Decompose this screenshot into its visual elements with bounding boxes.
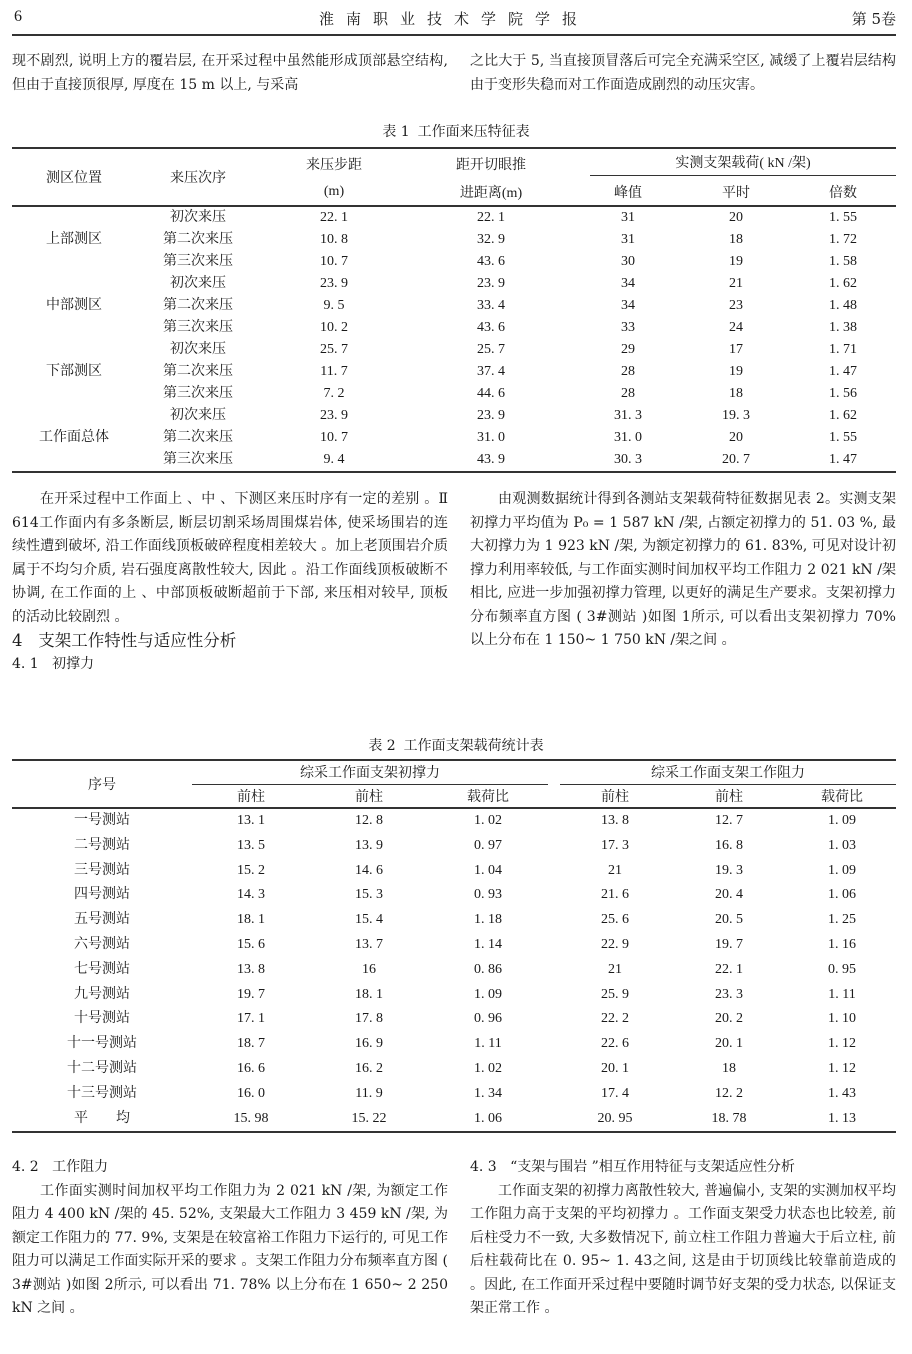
t2-cell-value: 20. 1	[601, 1060, 629, 1076]
t2-cell-value: 19. 7	[237, 986, 265, 1002]
t2-cell-value: 1. 04	[474, 862, 502, 878]
t1-cell-step: 9. 4	[260, 449, 408, 472]
t2-cell-value: 0. 93	[474, 887, 502, 903]
t1-cell-normal: 21	[729, 276, 743, 291]
section-4-3-number: 4. 3	[470, 1159, 497, 1175]
t2-row	[12, 983, 896, 1008]
t2-row	[12, 908, 896, 933]
t2-cell-value: 20. 2	[715, 1011, 743, 1027]
t2-cell-gap	[548, 1082, 560, 1107]
t2-cell-value: 14. 6	[355, 862, 383, 878]
t2-cell-value: 1. 13	[788, 1107, 896, 1133]
t2-header-group-initial	[192, 760, 548, 785]
bottom-right-column	[470, 1156, 896, 1321]
t1-row	[12, 383, 896, 405]
t1-cell-normal: 18	[729, 232, 743, 247]
t2-cell-value: 25. 6	[601, 912, 629, 928]
t2-cell-value: 0. 97	[474, 837, 502, 853]
t2-header-sub: 前柱	[560, 785, 670, 808]
t1-cell-dist: 31. 0	[477, 430, 505, 445]
journal-title: 淮南职业技术学院学报	[318, 10, 589, 28]
t2-cell-value: 15. 6	[237, 936, 265, 952]
t1-cell-normal: 19	[729, 364, 743, 379]
t1-cell-sequence: 第三次来压	[136, 449, 260, 472]
t1-cell-peak: 31. 3	[614, 408, 642, 423]
t2-row	[12, 958, 896, 983]
section-4-3-title: “支架与围岩 ”相互作用特征与支架适应性分析	[510, 1159, 795, 1175]
t2-cell-value: 17. 8	[355, 1011, 383, 1027]
t2-cell-station: 四号测站	[74, 887, 130, 903]
t2-header-group-working-label: 综采工作面支架工作阻力	[560, 762, 896, 785]
t1-cell-ratio: 1. 47	[829, 364, 857, 379]
t1-cell-dist: 44. 6	[477, 386, 505, 401]
section-4-1-heading	[12, 653, 448, 677]
t1-cell-step: 10. 7	[320, 430, 348, 445]
t1-row	[12, 295, 896, 317]
t2-cell-station: 九号测站	[74, 986, 130, 1002]
t1-cell-area: 上部测区	[46, 232, 102, 247]
intro-left-text: 现不剧烈, 说明上方的覆岩层, 在开采过程中虽然能形成顶部悬空结构, 但由于直接顶很厚, 厚度在 15 m 以上, 与采高	[12, 53, 448, 93]
t2-cell-value: 22. 9	[601, 936, 629, 952]
t2-cell-value: 1. 06	[428, 1107, 548, 1133]
t2-cell-gap	[548, 1032, 560, 1057]
t1-cell-ratio: 1. 58	[829, 254, 857, 269]
t1-header-sequence: 来压次序	[136, 148, 260, 206]
t1-cell-peak: 28	[621, 364, 635, 379]
t1-cell-area: 下部测区	[46, 364, 102, 379]
t1-cell-dist: 43. 6	[477, 254, 505, 269]
t1-cell-peak: 34	[621, 276, 635, 291]
t1-body	[12, 206, 896, 472]
t1-cell-normal: 20. 7	[682, 449, 790, 472]
t1-cell-sequence: 第三次来压	[163, 254, 233, 269]
t1-header-ratio: 倍数	[790, 179, 896, 206]
t1-cell-normal: 17	[729, 342, 743, 357]
t1-cell-peak: 31	[621, 232, 635, 247]
t1-cell-ratio: 1. 62	[829, 408, 857, 423]
t1-cell-ratio: 1. 38	[829, 320, 857, 335]
t2-cell-value: 23. 3	[715, 986, 743, 1002]
t1-cell-step: 23. 9	[320, 276, 348, 291]
t1-row	[12, 339, 896, 361]
t1-cell-step: 22. 1	[320, 210, 348, 225]
t2-header-sub: 前柱	[310, 785, 428, 808]
t2-cell-value: 22. 1	[715, 961, 743, 977]
t2-cell-station: 十三号测站	[67, 1085, 137, 1101]
t1-cell-dist: 25. 7	[477, 342, 505, 357]
t2-cell-value: 18. 1	[237, 912, 265, 928]
t1-cell-step: 10. 8	[320, 232, 348, 247]
t1-cell-dist: 32. 9	[477, 232, 505, 247]
t1-cell-sequence: 第二次来压	[163, 232, 233, 247]
t2-cell-value: 1. 09	[828, 862, 856, 878]
intro-right-column	[470, 50, 896, 97]
intro-left-column	[12, 50, 448, 97]
section-4-1-number: 4. 1	[12, 655, 39, 672]
section-4-heading	[12, 629, 448, 653]
t2-header-sub: 载荷比	[788, 785, 896, 808]
t2-cell-gap	[548, 1007, 560, 1032]
t2-cell-value: 16	[362, 961, 376, 977]
table2-caption-number: 表 2	[368, 738, 396, 754]
section-4-2-title: 工作阻力	[52, 1159, 109, 1175]
t2-cell-value: 1. 43	[828, 1085, 856, 1101]
t2-cell-value: 20. 95	[560, 1107, 670, 1133]
t2-cell-station: 七号测站	[74, 961, 130, 977]
t1-cell-area: 工作面总体	[12, 405, 136, 472]
section-4-2-number: 4. 2	[12, 1159, 39, 1175]
t2-cell-value: 18	[722, 1060, 736, 1076]
t1-cell-sequence: 初次来压	[170, 342, 226, 357]
running-header	[12, 6, 896, 32]
t2-cell-value: 15. 98	[192, 1107, 310, 1133]
t1-cell-sequence: 第二次来压	[163, 430, 233, 445]
t2-header-group-initial-label: 综采工作面支架初撑力	[192, 762, 548, 785]
t1-cell-ratio: 1. 72	[829, 232, 857, 247]
t2-cell-value: 12. 2	[715, 1085, 743, 1101]
t2-cell-value: 1. 14	[474, 936, 502, 952]
t2-cell-value: 13. 1	[237, 813, 265, 828]
t2-cell-station: 三号测站	[74, 862, 130, 878]
t2-cell-gap	[548, 808, 560, 834]
t1-row	[12, 273, 896, 295]
t1-row	[12, 427, 896, 449]
page-number: 6	[14, 8, 22, 25]
t2-cell-value: 16. 0	[237, 1085, 265, 1101]
t2-cell-value: 13. 8	[601, 813, 629, 828]
t2-cell-station: 六号测站	[74, 936, 130, 952]
t2-cell-gap	[548, 1057, 560, 1082]
t1-cell-step: 10. 7	[320, 254, 348, 269]
t1-cell-ratio: 1. 55	[829, 210, 857, 225]
t1-cell-dist: 43. 9	[408, 449, 574, 472]
section-4-3-heading	[470, 1156, 896, 1180]
bottom-left-column	[12, 1156, 448, 1321]
t1-cell-sequence: 第二次来压	[163, 364, 233, 379]
t1-cell-peak: 31. 0	[614, 430, 642, 445]
t2-cell-value: 13. 8	[237, 961, 265, 977]
t2-row	[12, 808, 896, 834]
t2-cell-value: 1. 09	[474, 986, 502, 1002]
t2-cell-gap	[548, 859, 560, 884]
t2-cell-gap	[548, 983, 560, 1008]
t1-header-normal: 平时	[682, 179, 790, 206]
t1-cell-dist: 22. 1	[477, 210, 505, 225]
t1-cell-ratio: 1. 62	[829, 276, 857, 291]
t2-cell-value: 15. 2	[237, 862, 265, 878]
t2-cell-value: 0. 95	[828, 961, 856, 977]
table2-caption-title: 工作面支架载荷统计表	[403, 738, 544, 754]
mid-right-paragraph: 由观测数据统计得到各测站支架载荷特征数据见表 2。实测支架初撑力平均值为 P₀ = 1 587 kN /架, 占额定初撑力的 51. 03 %, 最大初撑力为 1 923 kN /架, 为额定初撑力的 61. 83%, 可见对设计初撑力利用率较低, 与工作面实测时间加权平均工作阻力 2 021 kN /架相比, 应进一步加强初撑力管理, 以更好的满足生产要求。支架初撑力分布频率直方图 ( 3#测站 )如图 1所示, 可以看出支架初撑力 70% 以上分布在 1 150~ 1 750 kN /架之间 。	[470, 491, 896, 648]
t2-cell-value: 1. 11	[474, 1036, 502, 1052]
t1-cell-normal: 18	[729, 386, 743, 401]
t2-cell-value: 12. 8	[355, 813, 383, 828]
t2-cell-gap	[548, 1107, 560, 1133]
t2-cell-value: 16. 9	[355, 1036, 383, 1052]
t2-cell-station: 十号测站	[74, 1011, 130, 1027]
t1-cell-sequence: 第三次来压	[163, 386, 233, 401]
header-rule	[12, 34, 896, 36]
t2-cell-gap	[548, 883, 560, 908]
t2-cell-value: 20. 1	[715, 1036, 743, 1052]
t1-cell-dist: 23. 9	[477, 276, 505, 291]
t2-row	[12, 1082, 896, 1107]
t2-header-group-working	[560, 760, 896, 785]
t1-cell-dist: 23. 9	[477, 408, 505, 423]
t1-cell-step: 25. 7	[320, 342, 348, 357]
t1-cell-sequence: 第三次来压	[163, 320, 233, 335]
t1-cell-normal: 19	[729, 254, 743, 269]
t2-cell-value: 21. 6	[601, 887, 629, 903]
t1-cell-ratio: 1. 55	[829, 430, 857, 445]
t2-cell-value: 13. 5	[237, 837, 265, 853]
t2-cell-value: 16. 8	[715, 837, 743, 853]
t2-cell-value: 1. 02	[474, 813, 502, 828]
t2-cell-value: 21	[608, 862, 622, 878]
table1-caption-number: 表 1	[382, 124, 410, 140]
t2-cell-value: 16. 6	[237, 1060, 265, 1076]
t2-cell-value: 15. 4	[355, 912, 383, 928]
intro-right-text: 之比大于 5, 当直接顶冒落后可完全充满采空区, 减缓了上覆岩层结构由于变形失稳而对工作面造成剧烈的动压灾害。	[470, 53, 896, 93]
t1-header-load-group	[574, 148, 896, 179]
section-4-2-heading	[12, 1156, 448, 1180]
t2-cell-station: 十二号测站	[67, 1060, 137, 1076]
t2-row	[12, 859, 896, 884]
table2	[12, 759, 896, 1133]
t2-cell-value: 15. 22	[310, 1107, 428, 1133]
t1-cell-peak: 30. 3	[574, 449, 682, 472]
section-4-1-title: 初撑力	[52, 655, 95, 672]
t1-cell-normal: 20	[729, 430, 743, 445]
t1-cell-normal: 24	[729, 320, 743, 335]
t2-header-sub: 前柱	[670, 785, 788, 808]
t2-cell-value: 1. 18	[474, 912, 502, 928]
t2-cell-value: 12. 7	[715, 813, 743, 828]
t1-cell-step: 10. 2	[320, 320, 348, 335]
t1-row	[12, 229, 896, 251]
table1-caption-title: 工作面来压特征表	[417, 124, 530, 140]
t1-cell-step: 9. 5	[323, 298, 345, 313]
t1-cell-step: 11. 7	[320, 364, 348, 379]
t2-cell-gap	[548, 834, 560, 859]
t2-cell-value: 1. 03	[828, 837, 856, 853]
t2-cell-value: 21	[608, 961, 622, 977]
t1-row	[12, 317, 896, 339]
t2-cell-value: 22. 6	[601, 1036, 629, 1052]
t2-cell-value: 14. 3	[237, 887, 265, 903]
t2-cell-gap	[548, 958, 560, 983]
t2-header-sub: 载荷比	[428, 785, 548, 808]
t2-header-gap	[548, 785, 560, 808]
section-4-title: 支架工作特性与适应性分析	[38, 631, 237, 650]
t2-cell-value: 1. 02	[474, 1060, 502, 1076]
t1-cell-sequence: 第二次来压	[163, 298, 233, 313]
t1-cell-ratio: 1. 56	[829, 386, 857, 401]
t2-cell-value: 1. 25	[828, 912, 856, 928]
t2-cell-value: 13. 9	[355, 837, 383, 853]
t2-cell-value: 17. 3	[601, 837, 629, 853]
table2-caption	[0, 735, 912, 755]
t2-row	[12, 1032, 896, 1057]
mid-left-paragraph: 在开采过程中工作面上 、中 、下测区来压时序有一定的差别 。Ⅱ 614工作面内有多条断层, 断层切割采场周围煤岩体, 使采场围岩的连续性遭到破坏, 沿工作面线顶板破碎程度相差较大 。加上老顶围岩介质属于不均匀介质, 岩石强度离散性较大, 因此 。沿工作面线顶板破断不协调, 在工作面的上 、中部顶板破断超前于下部, 来压相对较早, 顶板的活动比较剧烈 。	[12, 491, 448, 625]
t1-cell-normal: 19. 3	[722, 408, 750, 423]
t2-row	[12, 933, 896, 958]
t2-cell-gap	[548, 933, 560, 958]
t2-cell-value: 1. 34	[474, 1085, 502, 1101]
t2-row	[12, 1107, 896, 1133]
t1-cell-dist: 37. 4	[477, 364, 505, 379]
t1-cell-dist: 43. 6	[477, 320, 505, 335]
t2-cell-value: 11. 9	[355, 1085, 383, 1101]
t2-row	[12, 1007, 896, 1032]
t1-cell-peak: 28	[621, 386, 635, 401]
section-4-number: 4	[12, 631, 23, 650]
t1-cell-step: 23. 9	[320, 408, 348, 423]
t1-header-distance-unit: 进距离(m)	[408, 179, 574, 206]
t2-cell-station: 五号测站	[74, 912, 130, 928]
t2-header-index: 序号	[12, 760, 192, 808]
t1-cell-peak: 29	[621, 342, 635, 357]
t2-cell-station: 二号测站	[74, 837, 130, 853]
t2-cell-value: 15. 3	[355, 887, 383, 903]
t2-cell-value: 0. 86	[474, 961, 502, 977]
t2-header-sub: 前柱	[192, 785, 310, 808]
t2-row	[12, 834, 896, 859]
t1-cell-sequence: 初次来压	[170, 276, 226, 291]
t2-cell-value: 18. 7	[237, 1036, 265, 1052]
t1-header-peak: 峰值	[574, 179, 682, 206]
t1-cell-normal: 20	[729, 210, 743, 225]
t2-cell-value: 22. 2	[601, 1011, 629, 1027]
table1	[12, 147, 896, 473]
t2-cell-station: 一号测站	[74, 813, 130, 828]
t1-cell-peak: 30	[621, 254, 635, 269]
t1-row	[12, 206, 896, 229]
t2-cell-value: 18. 78	[670, 1107, 788, 1133]
t2-row	[12, 1057, 896, 1082]
mid-right-column	[470, 488, 896, 653]
t1-cell-normal: 23	[729, 298, 743, 313]
t1-cell-peak: 33	[621, 320, 635, 335]
t2-cell-value: 20. 5	[715, 912, 743, 928]
t2-cell-value: 0. 96	[474, 1011, 502, 1027]
t2-cell-value: 17. 4	[601, 1085, 629, 1101]
t2-cell-value: 16. 2	[355, 1060, 383, 1076]
t2-cell-value: 1. 09	[828, 813, 856, 828]
t2-cell-value: 1. 16	[828, 936, 856, 952]
t2-cell-value: 19. 3	[715, 862, 743, 878]
t1-header-step: 来压步距	[260, 148, 408, 179]
t2-cell-value: 18. 1	[355, 986, 383, 1002]
t2-header-gap	[548, 760, 560, 785]
bottom-right-paragraph: 工作面支架的初撑力离散性较大, 普遍偏小, 支架的实测加权平均工作阻力高于支架的平均初撑力 。工作面支架受力状态也比较差, 前后柱受力不一致, 大多数情况下, 前立柱工作阻力普遍大于后立柱, 前后柱载荷比在 0. 95~ 1. 43之间, 这是由于切顶线比较靠前造成的 。因此, 在工作面开采过程中要随时调节好支架的受力状态, 以保证支架正常工作 。	[470, 1182, 896, 1316]
t1-row	[12, 449, 896, 472]
t2-cell-value: 1. 12	[828, 1060, 856, 1076]
t2-cell-value: 1. 10	[828, 1011, 856, 1027]
t1-row	[12, 361, 896, 383]
t1-cell-dist: 33. 4	[477, 298, 505, 313]
t1-cell-sequence: 初次来压	[170, 408, 226, 423]
t2-body	[12, 808, 896, 1132]
t2-cell-gap	[548, 908, 560, 933]
t1-cell-ratio: 1. 71	[829, 342, 857, 357]
t2-cell-value: 20. 4	[715, 887, 743, 903]
t2-cell-value: 1. 11	[828, 986, 856, 1002]
t1-cell-ratio: 1. 47	[790, 449, 896, 472]
t1-cell-ratio: 1. 48	[829, 298, 857, 313]
t1-cell-peak: 34	[621, 298, 635, 313]
t1-row	[12, 251, 896, 273]
t1-cell-step: 7. 2	[323, 386, 345, 401]
volume-label: 第 5卷	[851, 10, 896, 28]
t1-cell-area: 中部测区	[46, 298, 102, 313]
t1-cell-peak: 31	[621, 210, 635, 225]
t2-cell-value: 13. 7	[355, 936, 383, 952]
t2-cell-value: 19. 7	[715, 936, 743, 952]
t1-header-load-group-label: 实测支架载荷( kN /架)	[590, 152, 896, 176]
t2-cell-value: 1. 06	[828, 887, 856, 903]
t2-cell-station: 平 均	[12, 1107, 192, 1133]
t1-row	[12, 405, 896, 427]
mid-left-column	[12, 488, 448, 676]
t2-cell-value: 17. 1	[237, 1011, 265, 1027]
t2-cell-value: 1. 12	[828, 1036, 856, 1052]
t1-header-distance: 距开切眼推	[408, 148, 574, 179]
t2-cell-station: 十一号测站	[67, 1036, 137, 1052]
t2-cell-value: 25. 9	[601, 986, 629, 1002]
t1-header-area: 测区位置	[12, 148, 136, 206]
t1-cell-sequence: 初次来压	[170, 210, 226, 225]
table1-caption	[0, 121, 912, 141]
t2-row	[12, 883, 896, 908]
t1-header-step-unit: (m)	[260, 179, 408, 206]
bottom-left-paragraph: 工作面实测时间加权平均工作阻力为 2 021 kN /架, 为额定工作阻力 4 400 kN /架的 45. 52%, 支架最大工作阻力 3 459 kN /架, 为额定工作阻力的 77. 9%, 支架是在较富裕工作阻力下运行的, 可见工作阻力可以满足工作面实际开采的要求 。支架工作阻力分布频率直方图 ( 3#测站 )如图 2所示, 可以看出 71. 78% 以上分布在 1 650~ 2 250 kN 之间 。	[12, 1182, 448, 1316]
